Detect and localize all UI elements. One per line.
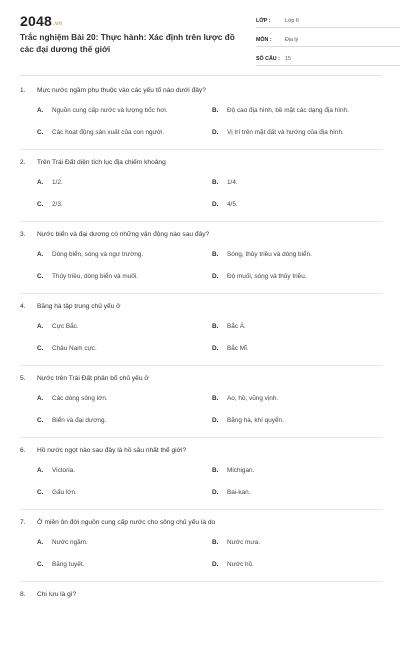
question-stem <box>20 447 186 454</box>
meta-label: SỐ CÂU : <box>256 56 280 62</box>
option-letter: C. <box>37 561 44 568</box>
option-d[interactable] <box>212 417 284 424</box>
option-text: Nước hồ. <box>227 561 254 568</box>
question-5 <box>20 366 382 438</box>
option-letter: C. <box>37 489 44 496</box>
option-text: Các hoạt động sản xuất của con người. <box>52 129 165 136</box>
option-text: Độ muối, sóng và thủy triều. <box>227 273 307 280</box>
question-stem <box>20 87 206 94</box>
meta-info <box>256 12 400 69</box>
option-letter: D. <box>212 129 219 136</box>
question-text: Ở miền ôn đới nguồn cung cấp nước cho sông chủ yếu là do <box>37 519 216 526</box>
option-letter: B. <box>212 179 219 186</box>
option-letter: C. <box>37 345 44 352</box>
option-text: Châu Nam cực. <box>52 345 97 352</box>
option-d[interactable] <box>212 561 254 568</box>
option-letter: A. <box>37 323 44 330</box>
question-number: 5. <box>20 375 26 382</box>
option-b[interactable] <box>212 251 312 258</box>
header-divider <box>20 75 382 76</box>
option-text: Gấu lớn. <box>52 489 77 496</box>
option-text: 2/3. <box>52 201 63 208</box>
question-text: Hồ nước ngọt nào sau đây là hồ sâu nhất thế giới? <box>37 447 187 454</box>
question-number: 2. <box>20 159 26 166</box>
option-text: Vị trí trên mặt đất và hướng của địa hình. <box>227 129 344 136</box>
question-text: Trên Trái Đất diện tích lục địa chiếm khoảng <box>37 159 166 166</box>
option-letter: A. <box>37 467 44 474</box>
option-letter: B. <box>212 539 219 546</box>
page-header <box>20 0 382 74</box>
meta-value: Lớp 6 <box>285 18 299 24</box>
meta-value: 15 <box>285 56 291 62</box>
option-a[interactable] <box>37 251 143 258</box>
option-letter: A. <box>37 251 44 258</box>
meta-row-subject <box>256 31 400 47</box>
meta-row-class <box>256 12 400 28</box>
option-letter: B. <box>212 251 219 258</box>
option-d[interactable] <box>212 129 344 136</box>
option-letter: B. <box>212 467 219 474</box>
logo-tld: .vn <box>52 21 63 27</box>
meta-row-count <box>256 50 400 66</box>
option-c[interactable] <box>37 345 97 352</box>
option-text: 1/4. <box>227 179 238 186</box>
option-letter: B. <box>212 395 219 402</box>
logo-text: 2048 <box>20 13 52 29</box>
option-text: Sóng, thủy triều và dòng biển. <box>227 251 312 258</box>
question-text: Nước trên Trái Đất phân bố chủ yếu ở <box>37 375 149 382</box>
option-text: Bai-kan. <box>227 489 251 496</box>
option-c[interactable] <box>37 273 138 280</box>
option-text: Bắc Mĩ. <box>227 345 249 352</box>
option-a[interactable] <box>37 467 75 474</box>
option-letter: A. <box>37 179 44 186</box>
document-title: Trắc nghiệm Bài 20: Thực hành: Xác định trên lược đồ các đại dương thế giới <box>20 32 235 54</box>
meta-value: Địa lý <box>285 37 299 43</box>
question-list <box>20 78 382 653</box>
question-number: 6. <box>20 447 26 454</box>
question-3 <box>20 222 382 294</box>
option-text: Victoria. <box>52 467 75 474</box>
option-text: Bắc Á. <box>227 323 246 330</box>
question-number: 7. <box>20 519 26 526</box>
option-letter: C. <box>37 129 44 136</box>
option-a[interactable] <box>37 323 79 330</box>
option-text: Ao, hồ, vũng vịnh. <box>227 395 279 402</box>
option-text: Băng tuyết. <box>52 561 85 568</box>
question-8 <box>20 582 382 653</box>
option-text: Các dòng sông lớn. <box>52 395 108 402</box>
option-d[interactable] <box>212 489 250 496</box>
meta-label: MÔN : <box>256 37 272 43</box>
meta-label: LỚP : <box>256 18 271 24</box>
question-stem <box>20 519 215 526</box>
question-text: Nước biển và đại dương có những vận động nào sau đây? <box>37 231 210 238</box>
option-d[interactable] <box>212 273 307 280</box>
option-letter: D. <box>212 201 219 208</box>
question-text: Băng hà tập trung chủ yếu ở <box>37 303 121 310</box>
option-text: Cực Bắc. <box>52 323 79 330</box>
option-letter: B. <box>212 107 219 114</box>
option-letter: A. <box>37 539 44 546</box>
option-text: Biển và đại dương. <box>52 417 107 424</box>
option-b[interactable] <box>212 539 260 546</box>
option-text: 1/2. <box>52 179 63 186</box>
option-letter: D. <box>212 489 219 496</box>
option-text: Nước ngầm. <box>52 539 88 546</box>
option-letter: D. <box>212 561 219 568</box>
option-letter: C. <box>37 273 44 280</box>
question-6 <box>20 438 382 510</box>
question-stem <box>20 159 166 166</box>
option-d[interactable] <box>212 201 238 208</box>
option-letter: A. <box>37 395 44 402</box>
option-text: Dòng biển, sóng và ngư trường. <box>52 251 144 258</box>
question-text: Mực nước ngầm phụ thuộc vào các yếu tố nào dưới đây? <box>37 87 206 94</box>
option-c[interactable] <box>37 129 164 136</box>
option-b[interactable] <box>212 179 238 186</box>
question-stem <box>20 375 149 382</box>
question-number: 4. <box>20 303 26 310</box>
option-letter: C. <box>37 201 44 208</box>
option-letter: A. <box>37 107 44 114</box>
site-logo[interactable] <box>20 13 62 29</box>
question-stem <box>20 303 121 310</box>
option-letter: D. <box>212 345 219 352</box>
option-text: Nguồn cung cấp nước và lượng bốc hơi. <box>52 107 168 114</box>
option-b[interactable] <box>212 467 254 474</box>
question-7 <box>20 510 382 582</box>
question-4 <box>20 294 382 366</box>
option-letter: D. <box>212 273 219 280</box>
option-d[interactable] <box>212 345 249 352</box>
option-letter: C. <box>37 417 44 424</box>
option-a[interactable] <box>37 395 108 402</box>
option-a[interactable] <box>37 107 168 114</box>
question-stem <box>20 591 76 598</box>
option-text: Nước mưa. <box>227 539 260 546</box>
question-text: Chi lưu là gì? <box>37 591 77 598</box>
option-text: Michigan. <box>227 467 255 474</box>
option-b[interactable] <box>212 323 246 330</box>
question-1 <box>20 78 382 150</box>
question-number: 8. <box>20 591 26 598</box>
option-text: 4/5. <box>227 201 238 208</box>
option-b[interactable] <box>212 395 278 402</box>
option-text: Độ cao địa hình, bề mặt các dạng địa hình. <box>227 107 349 114</box>
option-c[interactable] <box>37 201 63 208</box>
question-2 <box>20 150 382 222</box>
option-text: Thủy triều, dòng biển và muối. <box>52 273 138 280</box>
option-b[interactable] <box>212 107 349 114</box>
option-letter: B. <box>212 323 219 330</box>
question-stem <box>20 231 209 238</box>
question-number: 3. <box>20 231 26 238</box>
option-c[interactable] <box>37 489 77 496</box>
option-c[interactable] <box>37 417 106 424</box>
option-a[interactable] <box>37 539 88 546</box>
option-letter: D. <box>212 417 219 424</box>
question-number: 1. <box>20 87 26 94</box>
option-a[interactable] <box>37 179 63 186</box>
option-c[interactable] <box>37 561 84 568</box>
option-text: Băng hà, khí quyển. <box>227 417 284 424</box>
